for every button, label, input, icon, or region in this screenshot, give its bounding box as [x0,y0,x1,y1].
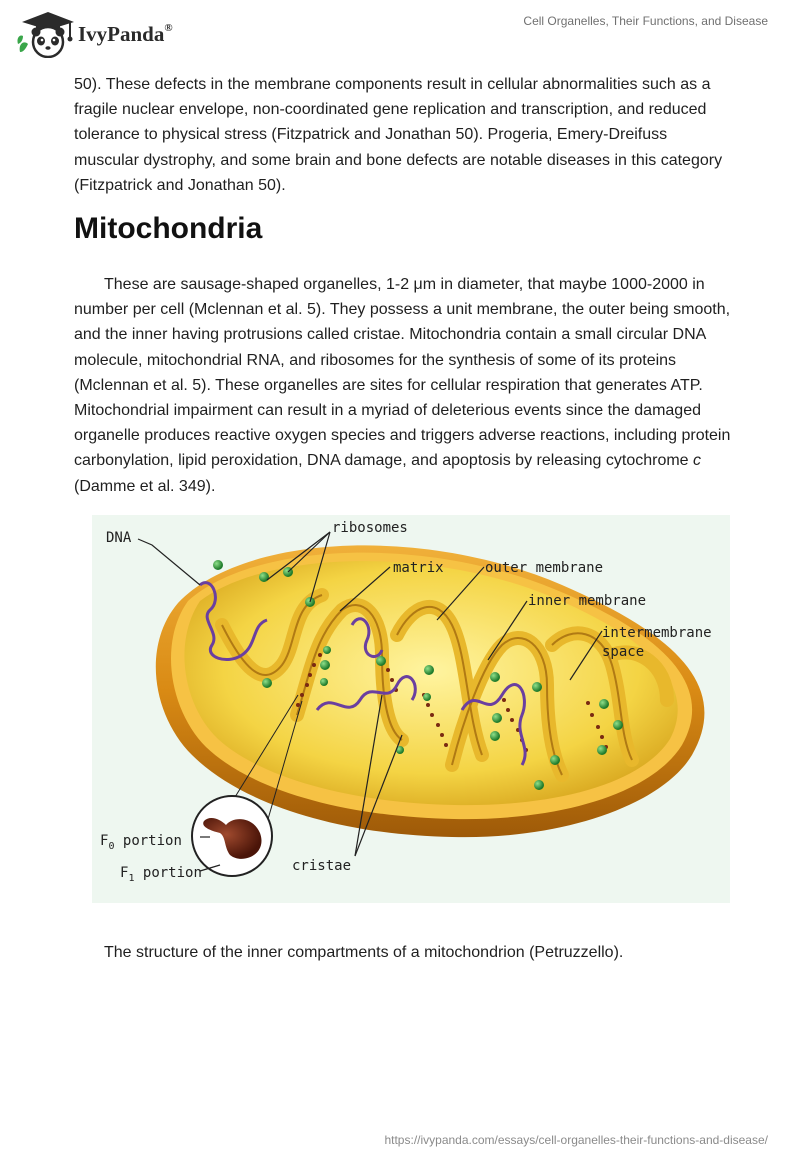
italic-c: c [693,452,702,470]
panda-graduate-icon [14,8,84,58]
label-intermembrane: intermembrane [602,625,712,641]
mitochondrion-illustration [92,515,730,903]
label-cristae: cristae [292,858,352,874]
footer-url-link[interactable]: https://ivypanda.com/essays/cell-organelles-their-functions-and-disease/ [384,1133,768,1147]
intro-paragraph: 50). These defects in the membrane components result in cellular abnormalities such as a fragile nuclear envelope, non-coordinated gene replication and transcription, and reduced tolerance to physical stress (Fitzpatrick and Jonathan 50). Progeria, Emery-Dreifuss muscular dystrophy, and some brain and bone defects are notable diseases in this category (Fitzpatrick and Jonathan 50). [74,76,723,194]
document-title: Cell Organelles, Their Functions, and Disease [523,14,768,28]
figure-caption: The structure of the inner compartments of a mitochondrion (Petruzzello). [104,944,624,961]
label-f0-portion: $F_0$ portion [100,833,182,852]
section-heading: Mitochondria [74,212,263,245]
registered-mark: ® [164,22,173,34]
label-dna: DNA [106,530,132,546]
brand-name[interactable]: IvyPanda® [78,22,173,46]
label-matrix: matrix [393,560,444,576]
label-f1-portion: $F_1$ portion [120,865,202,884]
label-space: space [602,644,645,660]
mitochondrion-diagram [92,515,730,903]
label-ribosomes: ribosomes [332,520,408,536]
mitochondria-paragraph: These are sausage-shaped organelles, 1-2 μm in diameter, that maybe 1000-2000 in number per cell (Mclennan et al. 5). They possess a unit membrane, the outer being smooth, and the inner having protrusions called cristae. Mitochondria contain a small circular DNA molecule, mitochondrial RNA, and ribosomes for the synthesis of some of its proteins (Mclennan et al. 5). These organelles are sites for cellular respiration that generates ATP. Mitochondrial impairment can result in a myriad of deleterious events since the damaged organelle produces reactive oxygen species and triggers adverse reactions, including protein carbonylation, lipid peroxidation, DNA damage, and apoptosis by releasing cytochrome c (Damme et al. 349). [74,276,731,495]
label-outer-membrane: outer membrane [485,560,604,576]
label-inner-membrane: inner membrane [528,593,647,609]
